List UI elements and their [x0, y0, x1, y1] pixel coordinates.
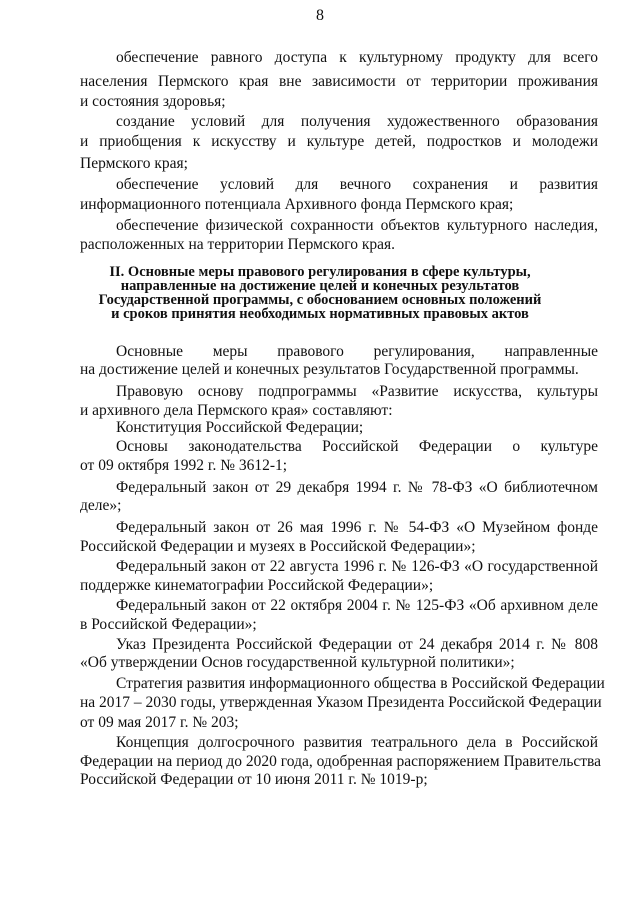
text-line: и архивного дела Пермского края» составляют: — [80, 402, 393, 419]
text-line: Федеральный закон от 29 декабря 1994 г. № 78-ФЗ «О библиотечном — [116, 479, 598, 496]
text-line: Концепция долгосрочного развития театрального дела в Российской — [116, 734, 598, 751]
text-line: на 2017 – 2030 годы, утвержденная Указом Президента Российской Федерации — [80, 694, 602, 711]
section-heading-line: Государственной программы, с обоснованием основных положений — [98, 292, 542, 308]
text-line: населения Пермского края вне зависимости от территории проживания — [80, 73, 598, 90]
section-heading-line: II. Основные меры правового регулирования в сфере культуры, — [109, 264, 531, 280]
text-line: Основы законодательства Российской Федерации о культуре — [116, 438, 598, 455]
text-line: Федеральный закон от 26 мая 1996 г. № 54-ФЗ «О Музейном фонде — [116, 519, 598, 536]
text-line: Российской Федерации от 10 июня 2011 г. № 1019-р; — [80, 771, 428, 788]
text-line: и приобщения к искусству и культуре детей, подростков и молодежи — [80, 133, 598, 150]
page-number: 8 — [316, 7, 324, 24]
text-line: обеспечение физической сохранности объектов культурного наследия, — [116, 217, 598, 234]
text-line: Федерации на период до 2020 года, одобренная распоряжением Правительства — [80, 753, 602, 770]
text-line: «Об утверждении Основ государственной культурной политики»; — [80, 654, 515, 671]
text-line: обеспечение условий для вечного сохранения и развития — [116, 176, 598, 193]
text-line: поддержке кинематографии Российской Федерации»; — [80, 577, 434, 594]
text-line: создание условий для получения художественного образования — [116, 113, 598, 130]
text-line: Федеральный закон от 22 октября 2004 г. № 125-ФЗ «Об архивном деле — [116, 597, 598, 614]
text-line: на достижение целей и конечных результатов Государственной программы. — [80, 361, 579, 378]
text-line: от 09 мая 2017 г. № 203; — [80, 714, 239, 731]
section-heading-line: и сроков принятия необходимых нормативных правовых актов — [111, 306, 529, 322]
text-line: от 09 октября 1992 г. № 3612-1; — [80, 457, 288, 474]
text-line: и состояния здоровья; — [80, 93, 226, 110]
text-line: Федеральный закон от 22 августа 1996 г. № 126-ФЗ «О государственной — [116, 558, 598, 575]
text-line: в Российской Федерации»; — [80, 616, 257, 633]
text-line: информационного потенциала Архивного фонда Пермского края; — [80, 196, 514, 213]
section-heading-line: направленные на достижение целей и конечных результатов — [120, 278, 520, 294]
text-line: Пермского края; — [80, 155, 188, 172]
text-line: расположенных на территории Пермского края. — [80, 236, 396, 253]
text-line: Конституция Российской Федерации; — [116, 419, 364, 436]
text-line: Правовую основу подпрограммы «Развитие искусства, культуры — [116, 383, 598, 400]
text-line: деле»; — [80, 497, 122, 514]
text-line: Стратегия развития информационного общества в Российской Федерации — [116, 675, 605, 692]
text-line: Российской Федерации и музеях в Российской Федерации»; — [80, 538, 476, 555]
text-line: Основные меры правового регулирования, направленные — [116, 343, 598, 360]
text-line: обеспечение равного доступа к культурному продукту для всего — [116, 49, 598, 66]
text-line: Указ Президента Российской Федерации от 24 декабря 2014 г. № 808 — [116, 636, 598, 653]
